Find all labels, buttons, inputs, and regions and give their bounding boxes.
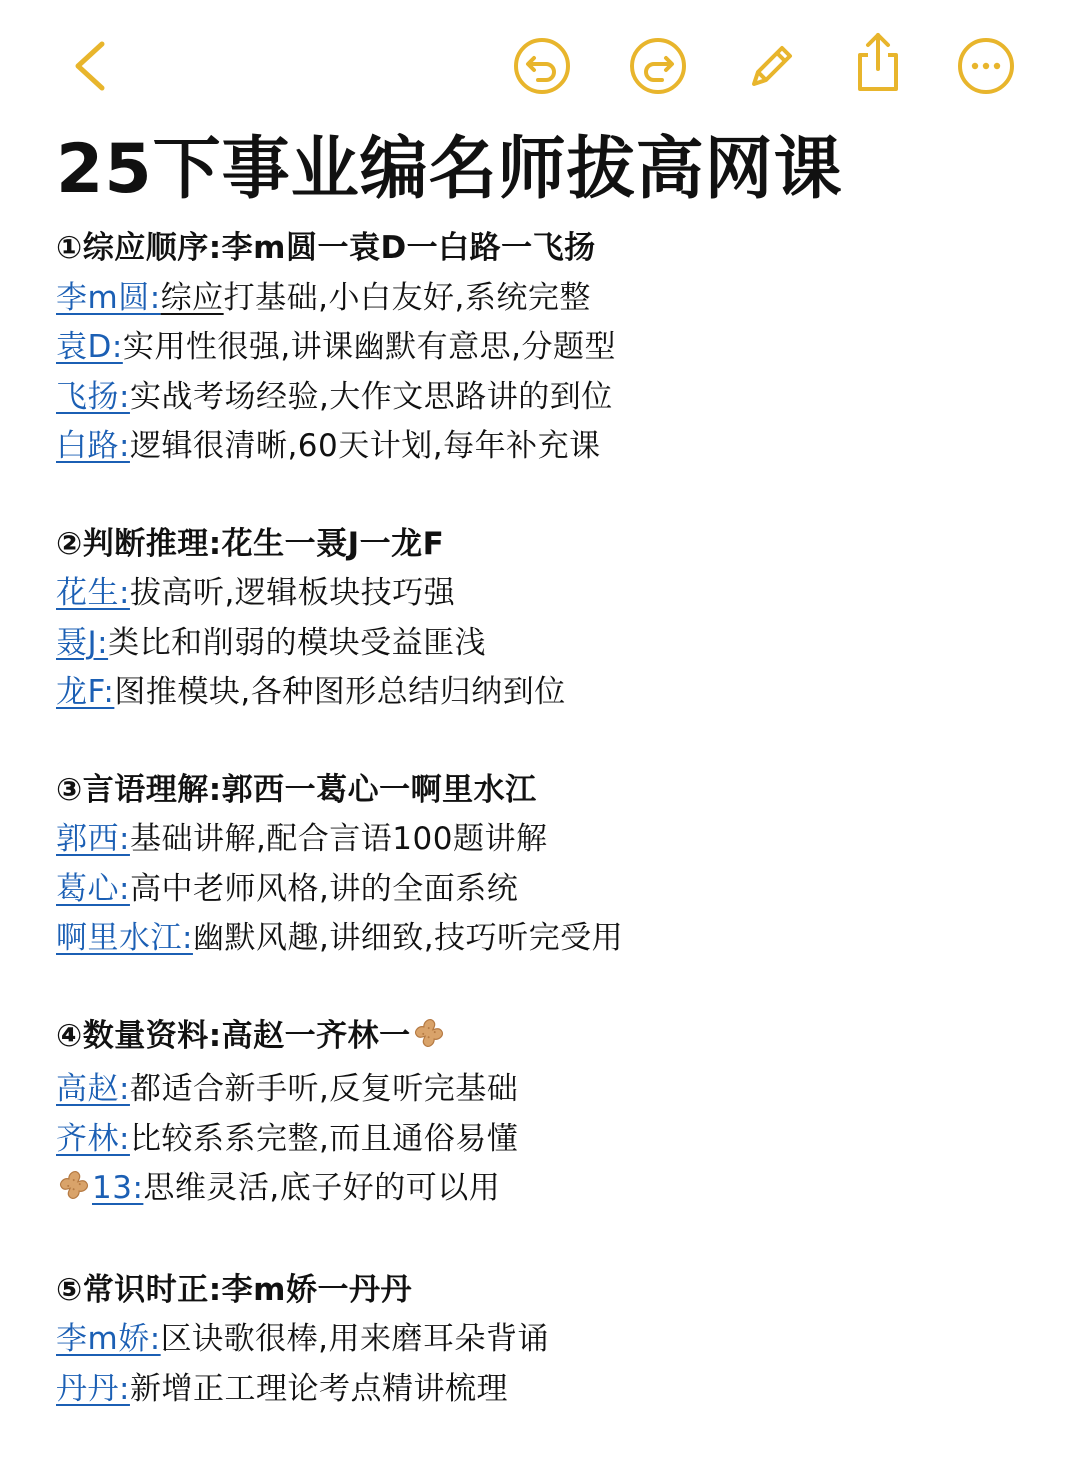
note-toolbar	[0, 0, 1080, 130]
teacher-description: 都适合新手听,反复听完基础	[129, 1071, 519, 1107]
teacher-link[interactable]: 高赵:	[56, 1071, 130, 1107]
back-button[interactable]	[58, 34, 122, 98]
note-body[interactable]	[56, 130, 1046, 1462]
teacher-description: 高中老师风格,讲的全面系统	[129, 870, 519, 907]
list-item	[56, 323, 1046, 373]
teacher-description: 区诀歌很棒,用来磨耳朵背诵	[160, 1321, 550, 1357]
teacher-description: 比较系系完整,而且通俗易懂	[129, 1120, 519, 1157]
teacher-link[interactable]: 郭西:	[56, 821, 130, 857]
undo-button[interactable]	[510, 34, 574, 98]
teacher-link[interactable]: 花生:	[56, 575, 130, 611]
teacher-link[interactable]: 李m圆:	[56, 279, 161, 316]
section-heading: ③言语理解:郭西一葛心一啊里水江	[56, 771, 537, 808]
teacher-link[interactable]: 聂J:	[56, 624, 109, 661]
teacher-description: 实战考场经验,大作文思路讲的到位	[129, 378, 613, 415]
teacher-description: 思维灵活,底子好的可以用	[143, 1170, 501, 1206]
list-item	[56, 619, 1046, 669]
list-item	[56, 914, 1046, 964]
undo-icon	[510, 34, 574, 98]
teacher-description: 逻辑很清晰,60天计划,每年补充课	[129, 428, 601, 464]
section-heading: ②判断推理:花生一聂J一龙F	[56, 525, 445, 562]
section-general-knowledge	[56, 1266, 1046, 1415]
teacher-link[interactable]: 龙F:	[56, 674, 115, 710]
more-button[interactable]	[954, 34, 1018, 98]
list-item	[56, 815, 1046, 865]
section-judgement-reasoning	[56, 520, 1046, 718]
redo-icon	[626, 34, 690, 98]
edit-button[interactable]	[740, 34, 804, 98]
teacher-description: 打基础,小白友好,系统完整	[223, 279, 591, 316]
list-item	[56, 865, 1046, 915]
redo-button[interactable]	[626, 34, 690, 98]
share-icon	[846, 27, 910, 97]
note-title: 25下事业编名师拔高网课	[56, 130, 843, 209]
teacher-link[interactable]: 白路:	[56, 428, 130, 464]
section-verbal-comprehension	[56, 766, 1046, 964]
teacher-description: 基础讲解,配合言语100题讲解	[129, 821, 548, 857]
teacher-link[interactable]: 丹丹:	[56, 1370, 130, 1407]
teacher-link[interactable]: 葛心:	[56, 870, 130, 907]
teacher-link[interactable]: 李m娇:	[56, 1321, 161, 1357]
teacher-description: 拔高听,逻辑板块技巧强	[129, 575, 456, 611]
peanut-icon	[412, 1016, 446, 1066]
list-item	[56, 1115, 1046, 1165]
teacher-description: 新增正工理论考点精讲梳理	[129, 1370, 508, 1407]
underlined-text: 综应	[160, 279, 224, 316]
peanut-icon	[57, 1168, 91, 1218]
list-item	[56, 422, 1046, 472]
share-button[interactable]	[846, 30, 910, 94]
section-heading: ⑤常识时正:李m娇一丹丹	[56, 1271, 412, 1308]
list-item	[56, 1365, 1046, 1415]
teacher-description: 幽默风趣,讲细致,技巧听完受用	[192, 920, 624, 956]
teacher-description: 实用性很强,讲课幽默有意思,分题型	[122, 329, 617, 365]
section-comprehensive	[56, 224, 1046, 472]
list-item	[56, 373, 1046, 423]
section-quantitative-data	[56, 1012, 1046, 1218]
list-item	[56, 1315, 1046, 1365]
list-item	[56, 1065, 1046, 1115]
section-heading-text: ④数量资料:高赵一齐林一	[56, 1017, 411, 1054]
list-item	[56, 668, 1046, 718]
section-heading	[56, 1012, 1046, 1066]
teacher-link[interactable]: 啊里水江:	[56, 920, 193, 956]
teacher-link[interactable]: 13:	[92, 1170, 144, 1206]
teacher-description: 图推模块,各种图形总结归纳到位	[114, 674, 566, 710]
teacher-link[interactable]: 袁D:	[56, 329, 123, 365]
list-item	[56, 274, 1046, 324]
teacher-link[interactable]: 齐林:	[56, 1120, 130, 1157]
chevron-left-icon	[58, 34, 122, 98]
teacher-link[interactable]: 飞扬:	[56, 378, 130, 415]
list-item	[56, 1164, 1046, 1218]
teacher-description: 类比和削弱的模块受益匪浅	[108, 624, 487, 661]
section-heading: ①综应顺序:李m圆一袁D一白路一飞扬	[56, 230, 596, 266]
ellipsis-icon	[954, 34, 1018, 98]
list-item	[56, 569, 1046, 619]
pencil-icon	[740, 34, 804, 98]
